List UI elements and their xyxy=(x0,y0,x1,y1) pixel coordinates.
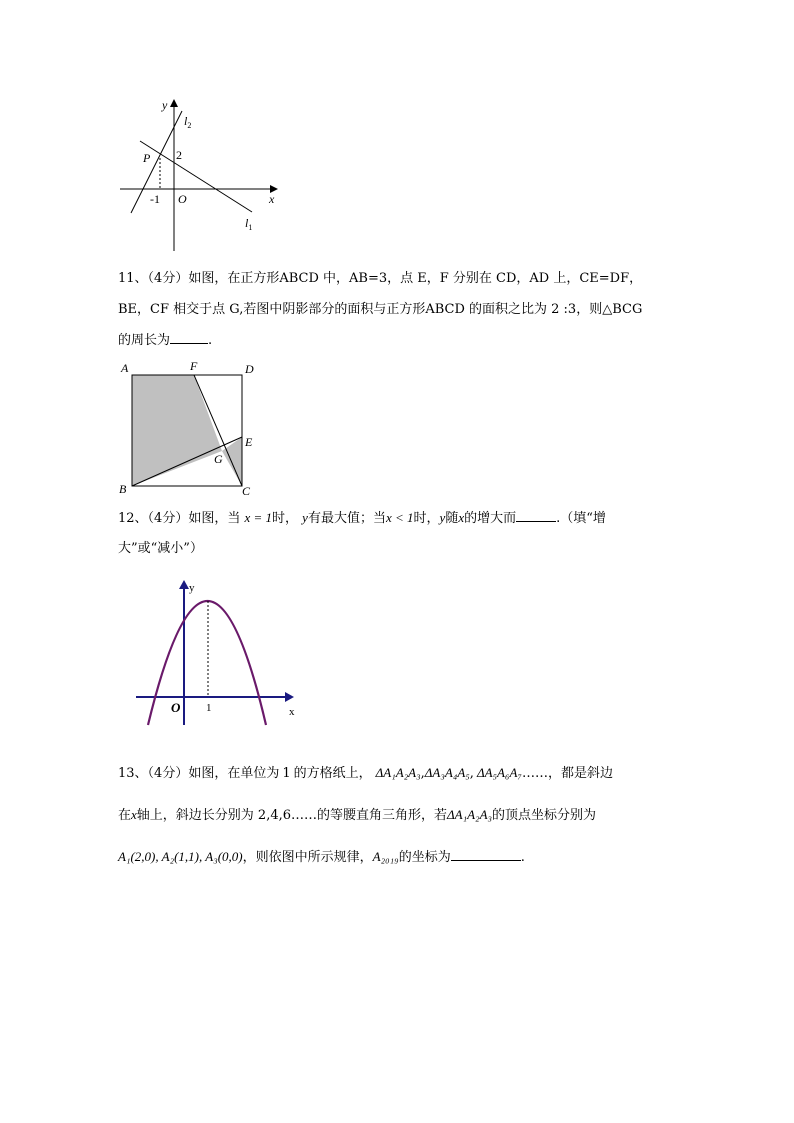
y-axis-arrow xyxy=(179,580,189,589)
q13-text-3: ……，都是斜边 xyxy=(521,766,613,781)
origin-label: O xyxy=(178,192,187,206)
q13-line3 xyxy=(118,847,525,868)
q13-triangle-1: ΔA₁A₂A₃ xyxy=(375,765,421,780)
tick-x-minus-1: -1 xyxy=(150,192,160,206)
q13-text-2: 的方格纸上， xyxy=(293,766,372,781)
q13-line1: 13、（4分）如图，在单位为 1 的方格纸上， ΔA₁A₂A₃,ΔA₃A₄A₅, ΔA₅A₆A₇……，都是斜边 xyxy=(118,765,613,781)
q12-line1 xyxy=(118,508,606,529)
q12-text-7: .（填“增 xyxy=(556,511,606,526)
q11-line3 xyxy=(118,331,212,351)
q13-coords: A₁(2,0), A₂(1,1), A₃(0,0) xyxy=(118,849,243,864)
q13-triangle-3: ΔA₅A₆A₇ xyxy=(476,765,522,780)
q13-unit: 1 xyxy=(282,766,291,781)
origin-label: O xyxy=(171,700,181,715)
q12-text-1: 12、（4分）如图，当 xyxy=(118,511,241,526)
q12-var-y: y xyxy=(302,510,308,525)
x-axis-arrow xyxy=(285,692,294,702)
line-l2-label: $l_2$ xyxy=(184,114,192,130)
label-a: A xyxy=(121,361,129,375)
q13-target-point: A₂₀₁₉ xyxy=(372,849,399,864)
q11-line3-end: . xyxy=(208,333,213,348)
line-l1-label: $l_1$ xyxy=(245,216,253,232)
q11-line3-text: 的周长为 xyxy=(118,333,171,348)
shaded-region xyxy=(132,375,222,486)
label-b: B xyxy=(119,482,127,496)
x-axis-label: x xyxy=(289,706,295,718)
q13-period: . xyxy=(520,850,525,865)
q11-line2: BE，CF 相交于点 G,若图中阴影部分的面积与正方形ABCD 的面积之比为 2 :3，则△BCG xyxy=(118,302,643,317)
q13-answer-blank[interactable] xyxy=(451,848,521,861)
q13-line2 xyxy=(118,805,596,826)
q12-answer-blank[interactable] xyxy=(516,509,556,522)
label-g: G xyxy=(214,452,223,466)
q13-text-4: 在 xyxy=(118,808,132,823)
label-f: F xyxy=(190,359,198,373)
q12-var-y-2: y xyxy=(439,510,446,525)
q12-line2: 大”或“减小”） xyxy=(118,541,203,556)
y-axis-label: y xyxy=(189,582,195,594)
label-d: D xyxy=(245,362,254,376)
q13-triangle-ref: ΔA₁A₂A₃ xyxy=(447,807,493,822)
q12-condition-2: x < 1 xyxy=(385,510,414,525)
q11-line1: 11、（4分）如图，在正方形ABCD 中，AB=3，点 E，F 分别在 CD，AD 上，CE=DF， xyxy=(118,271,643,286)
q13-text-1: 13、（4分）如图，在单位为 xyxy=(118,766,280,781)
q12-condition-1: x = 1 xyxy=(244,510,273,525)
tick-y-2: 2 xyxy=(176,148,182,162)
q13-text-6: 的顶点坐标分别为 xyxy=(492,808,597,823)
point-p-label: P xyxy=(143,151,151,165)
q13-var-x: x xyxy=(131,807,137,822)
label-c: C xyxy=(242,484,251,498)
q12-text-3: 有最大值；当 xyxy=(307,511,386,526)
q12-text-4: 时， xyxy=(413,511,440,526)
q13-text-5: 轴上，斜边长分别为 2,4,6……的等腰直角三角形，若 xyxy=(136,808,448,823)
figure-square-abcd xyxy=(114,358,264,498)
q12-text-2: 时， xyxy=(272,511,299,526)
q12-text-6: 的增大而 xyxy=(464,511,517,526)
q12-var-x: x xyxy=(458,510,465,525)
y-axis-label: y xyxy=(162,98,168,112)
figure-two-lines xyxy=(110,95,290,255)
q11-answer-blank[interactable] xyxy=(170,331,208,344)
y-axis-arrow xyxy=(170,99,178,107)
label-e: E xyxy=(245,435,253,449)
q13-triangle-2: ΔA₃A₄A₅ xyxy=(424,765,470,780)
figure-parabola xyxy=(128,575,308,730)
tick-1-label: 1 xyxy=(206,702,212,714)
q13-text-8: 的坐标为 xyxy=(398,850,451,865)
q13-text-7: ，则依图中所示规律， xyxy=(242,850,373,865)
q12-text-5: 随 xyxy=(445,511,459,526)
x-axis-label: x xyxy=(269,192,275,206)
